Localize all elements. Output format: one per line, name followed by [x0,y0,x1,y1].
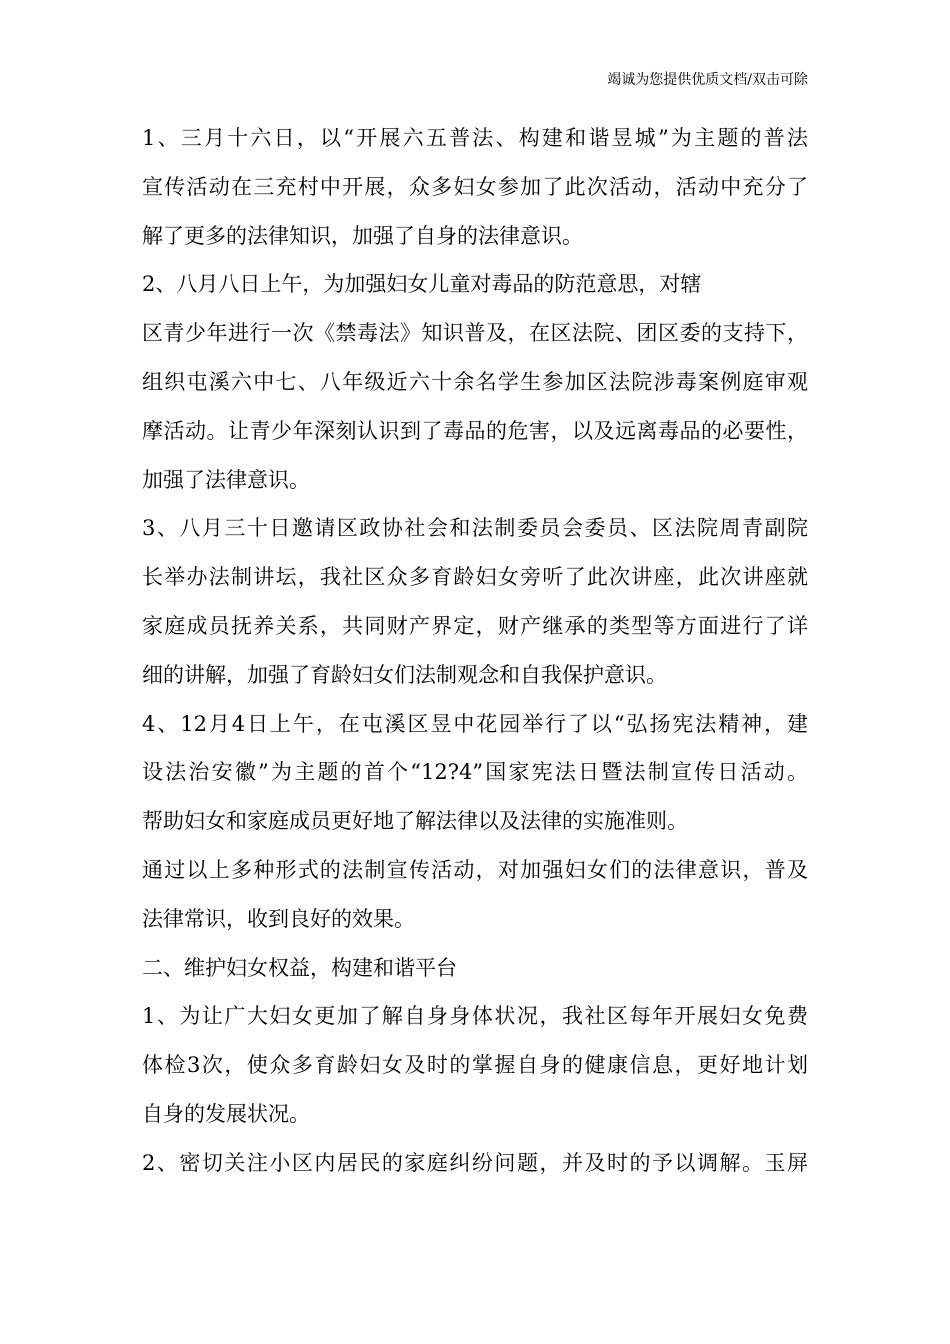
text-line: 设法治安徽”为主题的首个“12?4”国家宪法日暨法制宣传日活动。 [142,760,808,785]
text-line: 体检3次，使众多育龄妇女及时的掌握自身的健康信息，更好地计划 [142,1053,808,1078]
page-header: 竭诚为您提供优质文档/双击可除 [607,72,808,88]
text-line: 1、三月十六日，以“开展六五普法、构建和谐昱城”为主题的普法 [142,126,808,150]
text-line: 宣传活动在三充村中开展，众多妇女参加了此次活动，活动中充分了 [142,174,808,199]
text-line: 3、八月三十日邀请区政协社会和法制委员会委员、区法院周青副院 [142,516,808,541]
text-line: 4、12月4日上午，在屯溪区昱中花园举行了以“弘扬宪法精神，建 [142,711,808,736]
text-line: 2、八月八日上午，为加强妇女儿童对毒品的防范意思，对辖 [142,272,702,297]
text-line: 加强了法律意识。 [142,467,310,492]
text-line: 法律常识，收到良好的效果。 [142,906,415,931]
text-line: 1、为让广大妇女更加了解自身身体状况，我社区每年开展妇女免费 [142,1004,808,1029]
text-line: 2、密切关注小区内居民的家庭纠纷问题，并及时的予以调解。玉屏 [142,1150,808,1175]
text-line: 细的讲解，加强了育龄妇女们法制观念和自我保护意识。 [142,662,667,687]
text-line: 组织屯溪六中七、八年级近六十余名学生参加区法院涉毒案例庭审观 [142,369,808,394]
text-line: 通过以上多种形式的法制宣传活动，对加强妇女们的法律意识，普及 [142,857,808,882]
text-line: 自身的发展状况。 [142,1101,310,1126]
text-line: 帮助妇女和家庭成员更好地了解法律以及法律的实施准则。 [142,809,688,834]
text-line: 区青少年进行一次《禁毒法》知识普及，在区法院、团区委的支持下， [142,321,808,346]
text-line: 家庭成员抚养关系，共同财产界定，财产继承的类型等方面进行了详 [142,613,808,638]
text-line: 摩活动。让青少年深刻认识到了毒品的危害，以及远离毒品的必要性， [142,418,808,443]
text-line: 长举办法制讲坛，我社区众多育龄妇女旁听了此次讲座，此次讲座就 [142,565,808,590]
document-body [142,114,808,1188]
section-heading: 二、维护妇女权益，构建和谐平台 [142,955,457,980]
text-line: 解了更多的法律知识，加强了自身的法律意识。 [142,223,583,248]
